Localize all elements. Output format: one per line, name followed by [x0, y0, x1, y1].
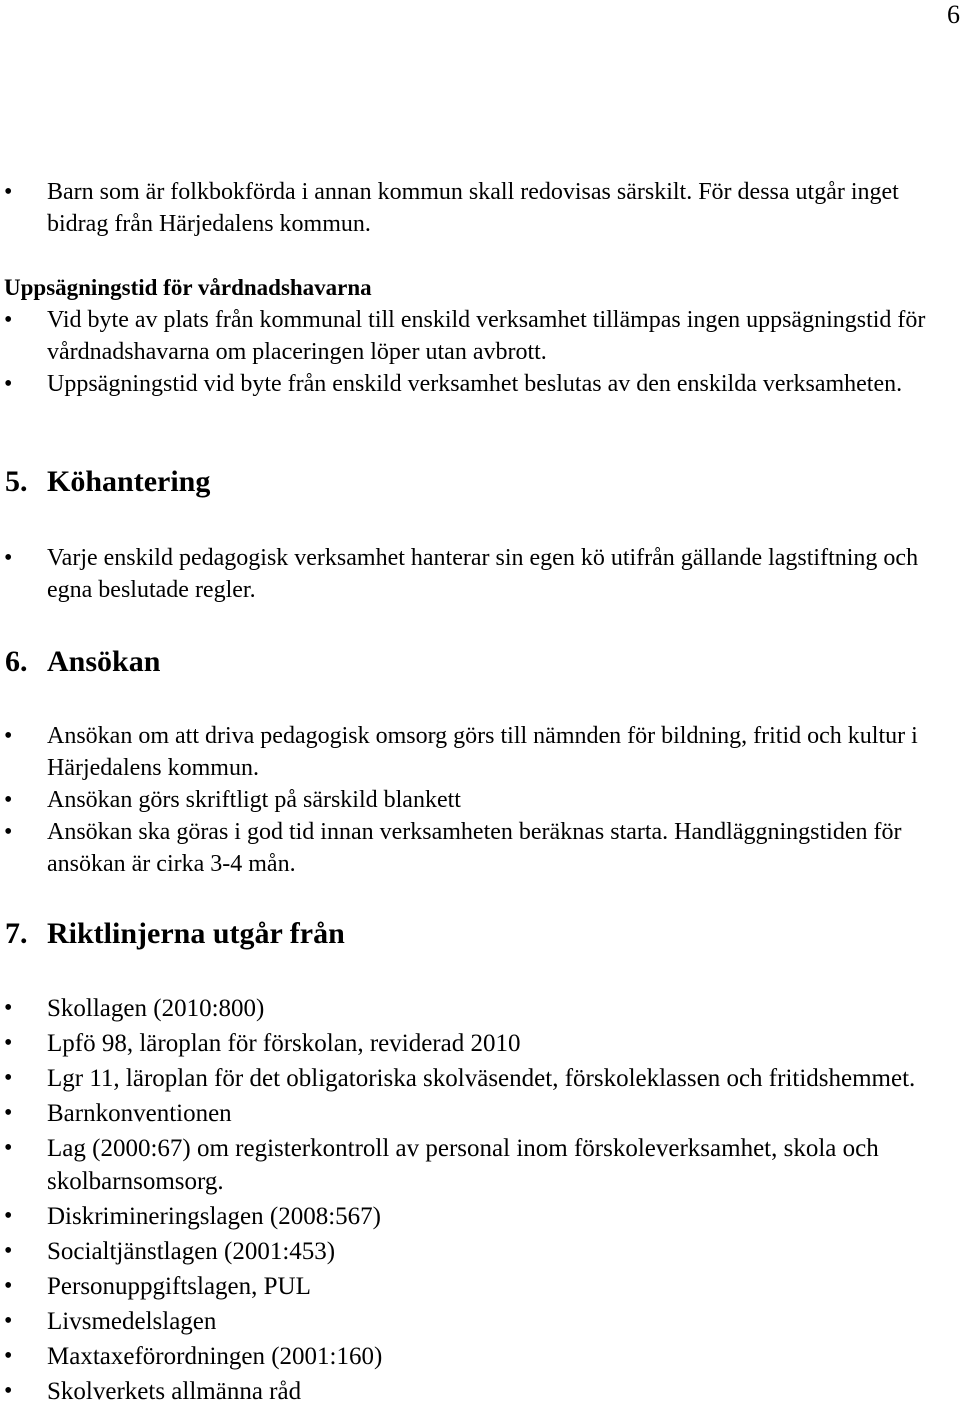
list-item: • Lgr 11, läroplan för det obligatoriska skolväsendet, förskoleklassen och fritidshemmet. — [0, 1062, 960, 1095]
section-number: 7. — [5, 917, 28, 950]
uppsagning-section — [0, 272, 960, 400]
list-item: • Lpfö 98, läroplan för förskolan, reviderad 2010 — [0, 1027, 960, 1060]
list-item: • Skollagen (2010:800) — [0, 992, 960, 1025]
section-5 — [0, 464, 960, 500]
list-item: • Lag (2000:67) om registerkontroll av personal inom förskoleverksamhet, skola och skolbarnsomsorg. — [0, 1132, 960, 1198]
subsection-title: Uppsägningstid för vårdnadshavarna — [4, 275, 372, 300]
section-heading — [0, 464, 960, 500]
list-item: • Uppsägningstid vid byte från enskild verksamhet beslutas av den enskilda verksamheten. — [0, 368, 960, 400]
list-item: • Skolverkets allmänna råd — [0, 1375, 960, 1408]
list-item: • Maxtaxeförordningen (2001:160) — [0, 1340, 960, 1373]
section-title: Riktlinjerna utgår från — [47, 917, 345, 950]
intro-section — [0, 176, 960, 240]
section-5-body — [0, 542, 960, 606]
list-item: • Vid byte av plats från kommunal till enskild verksamhet tillämpas ingen uppsägningstid för vårdnadshavarna om placeringen löper utan avbrott. — [0, 304, 960, 368]
section-6 — [0, 644, 960, 680]
list-item: • Barnkonventionen — [0, 1097, 960, 1130]
section-number: 5. — [5, 465, 28, 498]
section-7 — [0, 916, 960, 952]
section-5-bullet-list — [0, 542, 960, 606]
list-item: • Personuppgiftslagen, PUL — [0, 1270, 960, 1303]
section-number: 6. — [5, 645, 28, 678]
list-item: • Livsmedelslagen — [0, 1305, 960, 1338]
list-item: • Varje enskild pedagogisk verksamhet hanterar sin egen kö utifrån gällande lagstiftning och egna beslutade regler. — [0, 542, 960, 606]
page-number: 6 — [947, 0, 960, 29]
section-6-bullet-list — [0, 720, 960, 880]
section-7-body — [0, 992, 960, 1410]
section-title: Ansökan — [47, 645, 161, 678]
list-item: • Barn som är folkbokförda i annan kommun skall redovisas särskilt. För dessa utgår inget bidrag från Härjedalens kommun. — [0, 176, 960, 240]
section-title: Köhantering — [47, 465, 211, 498]
section-6-body — [0, 720, 960, 880]
section-7-bullet-list — [0, 992, 960, 1408]
intro-bullet-list — [0, 176, 960, 240]
list-item: • Ansökan om att driva pedagogisk omsorg görs till nämnden för bildning, fritid och kultur i Härjedalens kommun. — [0, 720, 960, 784]
list-item: • Ansökan görs skriftligt på särskild blankett — [0, 784, 960, 816]
uppsagning-bullet-list — [0, 304, 960, 400]
section-heading — [0, 644, 960, 680]
section-heading — [0, 916, 960, 952]
list-item: • Diskrimineringslagen (2008:567) — [0, 1200, 960, 1233]
list-item: • Ansökan ska göras i god tid innan verksamheten beräknas starta. Handläggningstiden för ansökan är cirka 3-4 mån. — [0, 816, 960, 880]
list-item: • Socialtjänstlagen (2001:453) — [0, 1235, 960, 1268]
